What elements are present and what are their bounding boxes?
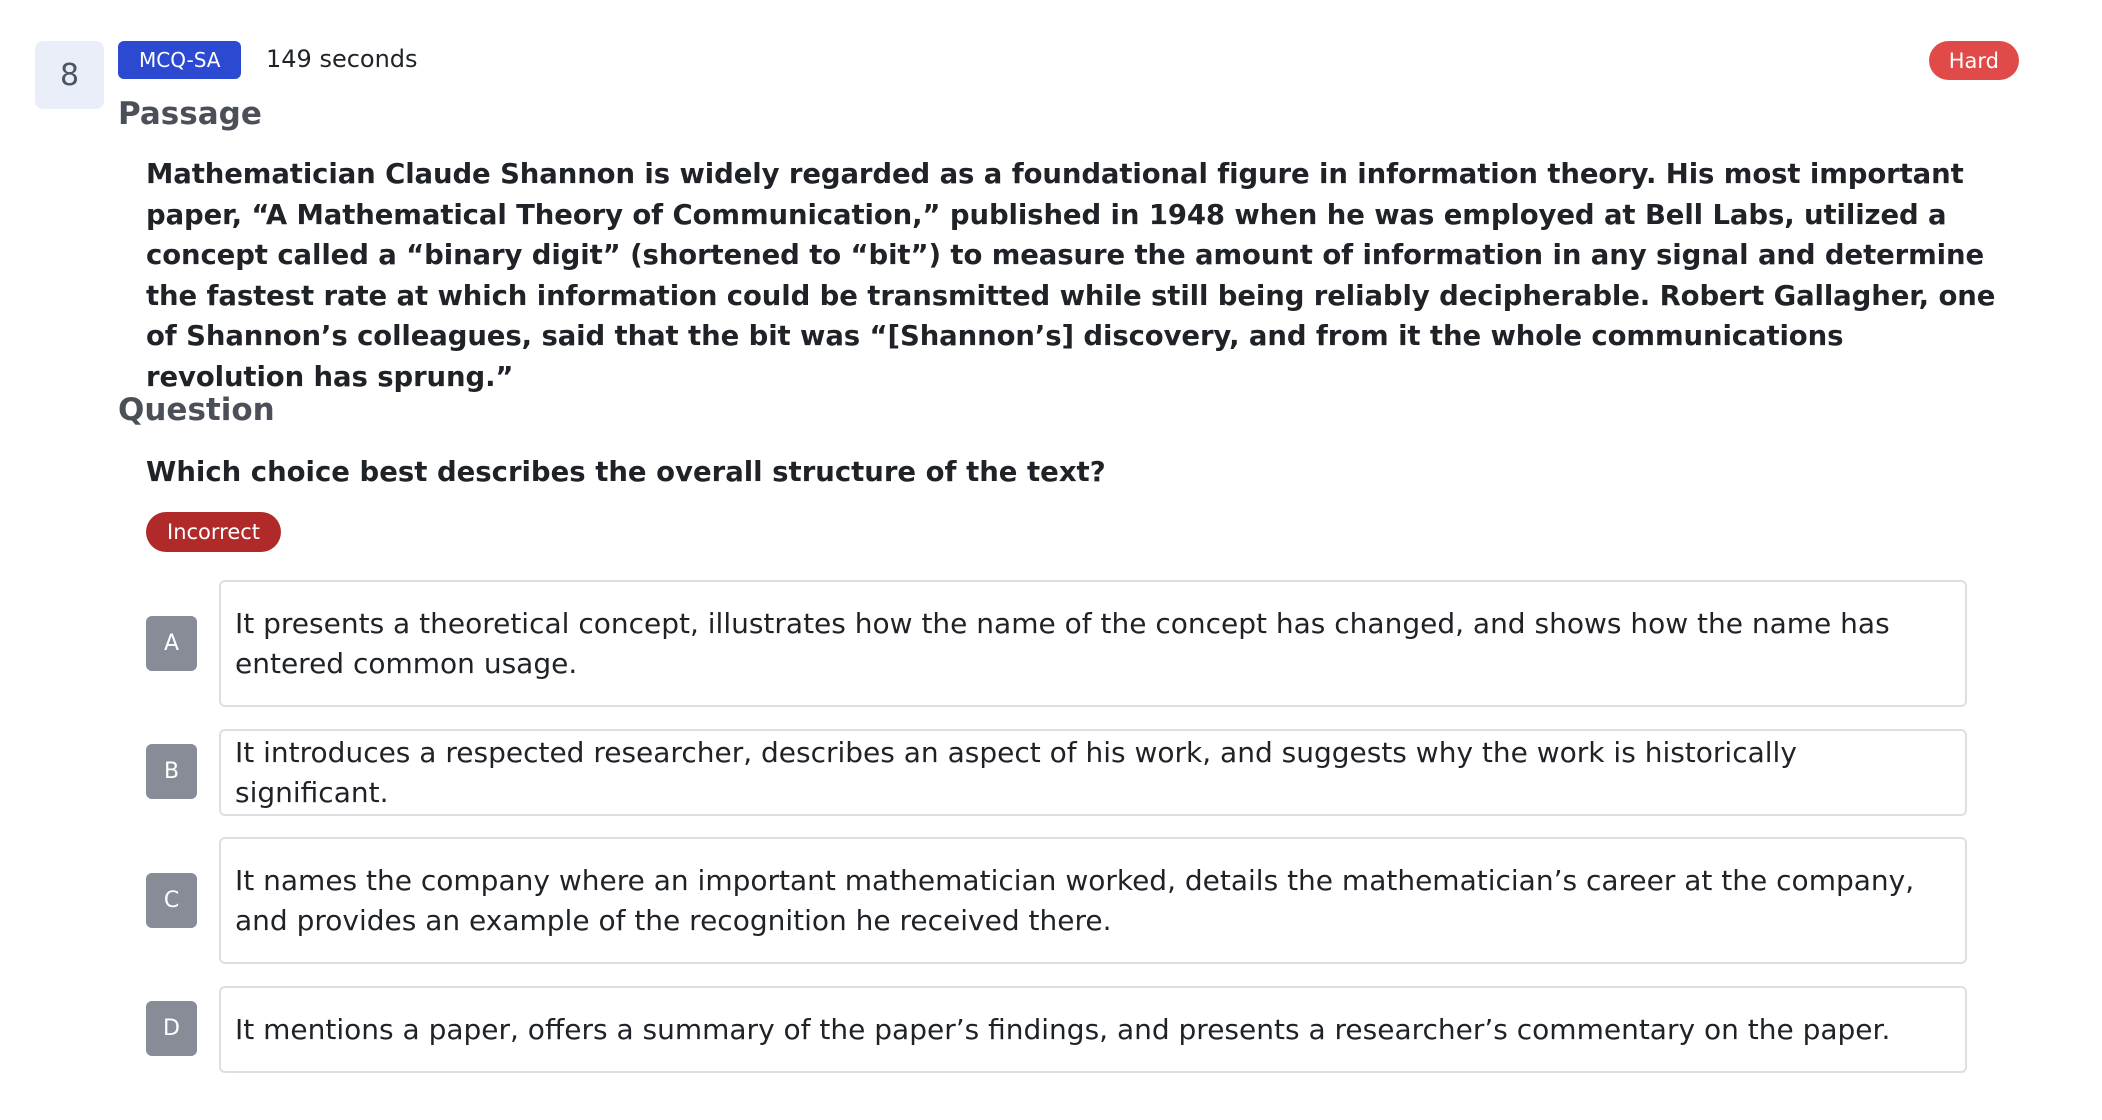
result-status-badge: Incorrect bbox=[146, 512, 281, 552]
time-spent: 149 seconds bbox=[266, 45, 418, 73]
question-number: 8 bbox=[35, 41, 104, 109]
choice-d-text: It mentions a paper, offers a summary of the paper’s findings, and presents a researcher’s commentary on the paper. bbox=[235, 1012, 1891, 1046]
choice-c-option[interactable] bbox=[219, 837, 1967, 964]
question-heading: Question bbox=[118, 392, 275, 428]
passage-text: Mathematician Claude Shannon is widely regarded as a foundational figure in information theory. His most important paper, “A Mathematical Theory of Communication,” published in 1948 when he was employed at Bell Labs, utilized a concept called a “binary digit” (shortened to “bit”) to measure the amount of information in any signal and determine the fastest rate at which information could be transmitted while still being reliably decipherable. Robert Gallagher, one of Shannon’s colleagues, said that the bit was “[Shannon’s] discovery, and from it the whole communications revolution has sprung.” bbox=[146, 158, 1996, 393]
choice-b-option[interactable] bbox=[219, 729, 1967, 816]
choice-a-letter[interactable]: A bbox=[146, 616, 197, 671]
passage-heading: Passage bbox=[118, 96, 262, 132]
choice-b-letter[interactable]: B bbox=[146, 744, 197, 799]
question-type-badge: MCQ-SA bbox=[118, 41, 241, 79]
choice-d-option[interactable] bbox=[219, 986, 1967, 1073]
question-text: Which choice best describes the overall structure of the text? bbox=[146, 456, 1106, 488]
choice-d-letter[interactable]: D bbox=[146, 1001, 197, 1056]
choice-c-letter[interactable]: C bbox=[146, 873, 197, 928]
choice-c-text: It names the company where an important mathematician worked, details the mathematician’s career at the company, and provides an example of the recognition he received there. bbox=[235, 863, 1915, 937]
choice-a-text: It presents a theoretical concept, illustrates how the name of the concept has changed, and shows how the name has entered common usage. bbox=[235, 606, 1890, 680]
choice-b-text: It introduces a respected researcher, describes an aspect of his work, and suggests why the work is historically significant. bbox=[235, 735, 1797, 809]
difficulty-badge: Hard bbox=[1929, 41, 2019, 80]
choice-a-option[interactable] bbox=[219, 580, 1967, 707]
